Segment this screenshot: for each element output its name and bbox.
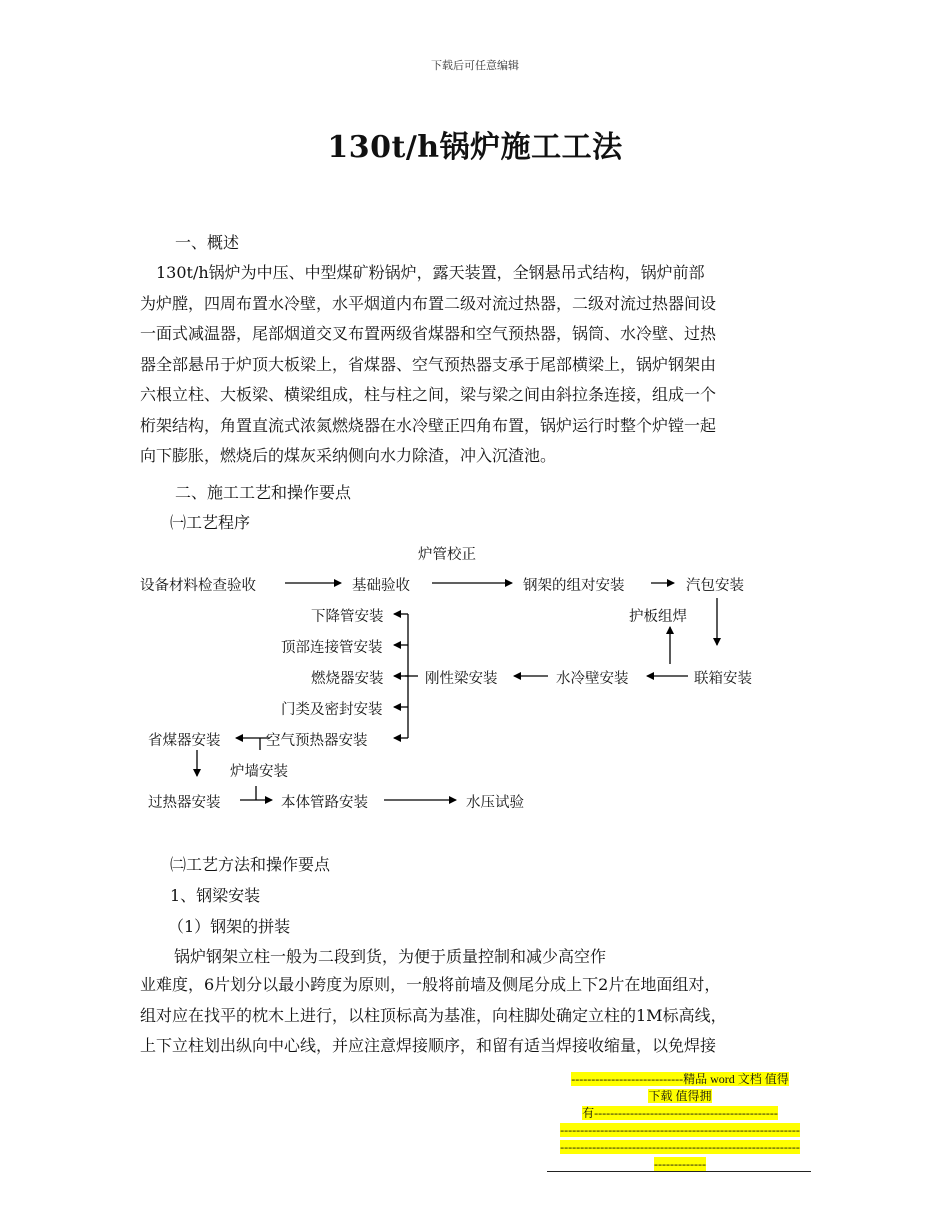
node-material-check: 设备材料检查验收	[140, 578, 256, 594]
process-subheading: ㈠工艺程序	[170, 513, 251, 532]
paragraph-line: 组对应在找平的枕木上进行，以柱顶标高为基准，向柱脚处确定立柱的1M标高线，	[140, 1005, 727, 1025]
node-economizer: 省煤器安装	[148, 733, 221, 749]
footer-line: ------------------------------------------------------------	[560, 1123, 800, 1137]
section2-heading: 二、施工工艺和操作要点	[175, 483, 352, 502]
section3-paragraph	[140, 970, 812, 1062]
paragraph-line: 器全部悬吊于炉顶大板梁上，省煤器、空气预热器支承于尾部横梁上，锅炉钢架由	[140, 354, 717, 374]
node-top-connect: 顶部连接管安装	[281, 640, 383, 656]
item-frame-assembly: （1）钢架的拼装	[168, 917, 291, 936]
node-tube-correction: 炉管校正	[418, 547, 476, 563]
node-guard-plate: 护板组焊	[629, 609, 687, 625]
node-furnace-wall: 炉墙安装	[230, 764, 288, 780]
method-subheading: ㈡工艺方法和操作要点	[170, 855, 331, 874]
paragraph-line: 一面式减温器，尾部烟道交叉布置两级省煤器和空气预热器，锅筒、水冷壁、过热	[140, 324, 717, 343]
node-drum: 汽包安装	[686, 578, 744, 594]
node-rigid-beam: 刚性梁安装	[425, 671, 498, 687]
paragraph-line: 业难度，6片划分以最小跨度为原则，一般将前墙及侧尾分成上下2片在地面组对，	[140, 975, 721, 994]
node-downcomer: 下降管安装	[311, 609, 384, 625]
node-air-preheater: 空气预热器安装	[266, 733, 368, 749]
footer-line: 有----------------------------------------------	[582, 1106, 778, 1120]
node-superheater: 过热器安装	[148, 795, 221, 811]
node-steel-frame: 钢架的组对安装	[523, 578, 625, 594]
node-doors-seal: 门类及密封安装	[281, 702, 383, 718]
node-foundation: 基础验收	[352, 578, 410, 594]
node-hydro-test: 水压试验	[466, 795, 524, 811]
section1-heading: 一、概述	[175, 233, 240, 252]
paragraph-first-line: 锅炉钢架立柱一般为二段到货，为便于质量控制和减少高空作	[158, 947, 607, 966]
header-note: 下载后可任意编辑	[431, 59, 519, 72]
footer-line: 下载 值得拥	[648, 1089, 712, 1103]
footer-line: ----------------------------精品 word 文档 值得	[571, 1072, 789, 1086]
footer-rule	[547, 1171, 811, 1172]
paragraph-line: 上下立柱划出纵向中心线，并应注意焊接顺序，和留有适当焊接收缩量，以免焊接	[140, 1036, 717, 1055]
node-burner: 燃烧器安装	[311, 671, 384, 687]
paragraph-line: 130t/h锅炉为中压、中型煤矿粉锅炉，露天装置，全钢悬吊式结构，锅炉前部	[140, 263, 705, 282]
paragraph-line: 为炉膛，四周布置水冷壁，水平烟道内布置二级对流过热器，二级对流过热器间设	[140, 293, 717, 313]
footer-watermark	[549, 1071, 811, 1173]
node-header: 联箱安装	[694, 671, 752, 687]
document-title: 130t/h锅炉施工工法	[327, 130, 623, 165]
paragraph-line: 桁架结构，角置直流式浓氮燃烧器在水冷壁正四角布置，锅炉运行时整个炉镗一起	[140, 415, 717, 435]
footer-line: -------------	[654, 1157, 706, 1171]
footer-line: ------------------------------------------------------------	[560, 1140, 800, 1154]
item-steel-beam: 1、钢梁安装	[170, 886, 261, 905]
section1-paragraph	[140, 258, 812, 472]
paragraph-line: 向下膨胀，燃烧后的煤灰采纳侧向水力除渣，冲入沉渣池。	[140, 446, 557, 465]
node-piping: 本体管路安装	[281, 795, 368, 811]
paragraph-line: 六根立柱、大板梁、横梁组成，柱与柱之间，梁与梁之间由斜拉条连接，组成一个	[140, 385, 717, 404]
node-water-wall: 水冷壁安装	[556, 671, 629, 687]
